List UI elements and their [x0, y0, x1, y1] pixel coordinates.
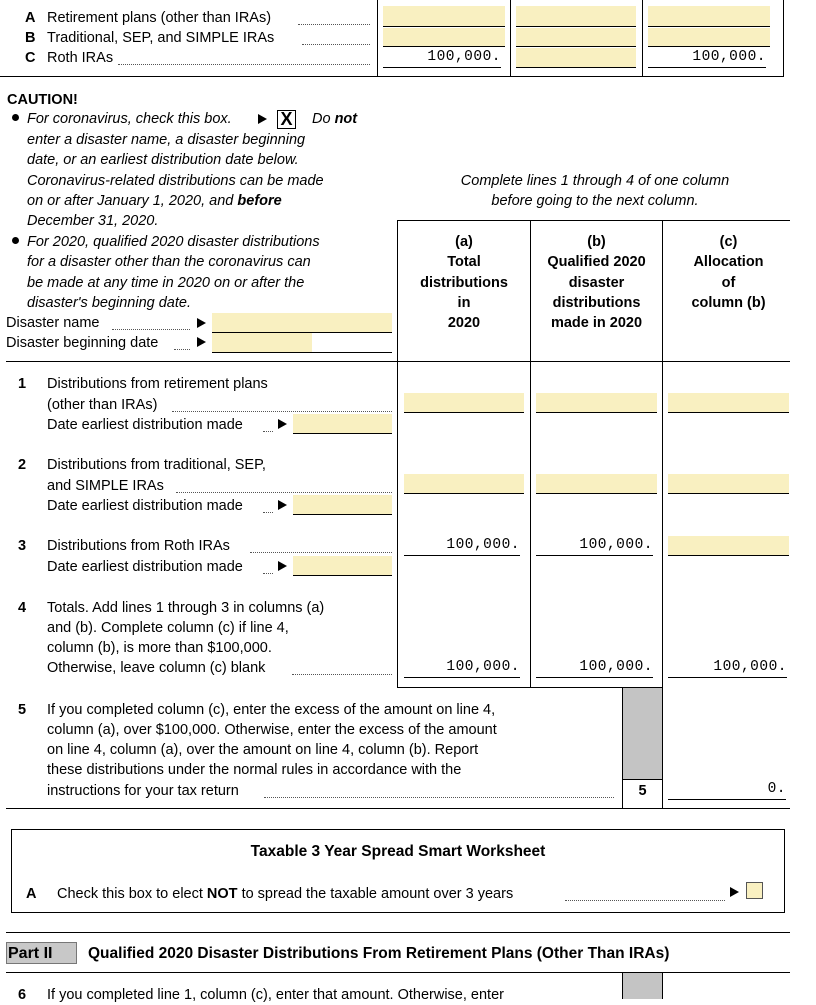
line-5-box-number: 5 [638, 783, 647, 799]
row-a-col-b-field[interactable] [516, 6, 636, 27]
line-2-col-c-field[interactable] [668, 474, 789, 494]
worksheet-title: Taxable 3 Year Spread Smart Worksheet [250, 843, 546, 860]
row-c-col-c-value[interactable]: 100,000. [648, 47, 766, 68]
line-5-text-1: If you completed column (c), enter the excess of the amount on line 4, [47, 702, 496, 718]
coronavirus-checkbox[interactable]: X [277, 110, 296, 129]
line-4-text-1: Totals. Add lines 1 through 3 in columns (a) [47, 600, 325, 616]
bullet2-line-4: disaster's beginning date. [27, 295, 191, 311]
line-3-col-b-value[interactable]: 100,000. [536, 535, 653, 556]
arrow-icon [197, 337, 206, 347]
line-4-number: 4 [18, 600, 27, 616]
disaster-name-input[interactable] [212, 313, 392, 333]
line-2-text-1: Distributions from traditional, SEP, [47, 457, 266, 473]
instructions-line-1: Complete lines 1 through 4 of one column [460, 173, 730, 189]
part-2-tag: Part II [6, 942, 77, 964]
row-c-letter: C [25, 50, 36, 66]
line-6-shaded-cell [623, 973, 662, 999]
line-1-col-b-field[interactable] [536, 393, 657, 413]
line-5-text-4: these distributions under the normal rules in accordance with the [47, 762, 462, 778]
caution-line-4: Coronavirus-related distributions can be made [27, 173, 324, 189]
line-3-col-a-value[interactable]: 100,000. [404, 535, 520, 556]
disaster-name-label: Disaster name [6, 315, 100, 331]
line-5-value[interactable]: 0. [668, 779, 786, 800]
line-3-col-c-field[interactable] [668, 536, 789, 556]
line-2-col-b-field[interactable] [536, 474, 657, 494]
no-spread-checkbox[interactable] [746, 882, 763, 899]
line-6-text: If you completed line 1, column (c), enter that amount. Otherwise, enter [47, 987, 504, 1003]
line-5-text-3: on line 4, column (a), over the amount on line 4, column (b). Report [47, 742, 479, 758]
line-2-number: 2 [18, 457, 27, 473]
line-4-text-3: column (b), is more than $100,000. [47, 640, 272, 656]
line-5-shaded-cell [623, 688, 662, 779]
line-4-col-c-value[interactable]: 100,000. [668, 657, 787, 678]
line-1-date-input[interactable] [293, 414, 392, 434]
bullet2-line-3: be made at any time in 2020 on or after the [27, 275, 305, 291]
col-c-header: (c) Allocation of column (b) [691, 234, 766, 311]
row-a-col-c-field[interactable] [648, 6, 770, 27]
do-not-text: Do not [312, 111, 358, 127]
line-2-date-input[interactable] [293, 495, 392, 515]
line-4-text-2: and (b). Complete column (c) if line 4, [47, 620, 289, 636]
line-3-number: 3 [18, 538, 27, 554]
line-2-text-2: and SIMPLE IRAs [47, 478, 164, 494]
row-c-col-a-value[interactable]: 100,000. [383, 47, 501, 68]
bullet2-line-1: For 2020, qualified 2020 disaster distributions [27, 234, 320, 250]
arrow-icon [197, 318, 206, 328]
row-b-col-c-field[interactable] [648, 28, 770, 47]
arrow-icon [278, 500, 287, 510]
row-b-col-a-field[interactable] [383, 28, 505, 47]
caution-line-5: on or after January 1, 2020, and before [27, 193, 282, 209]
line-3-text-1: Distributions from Roth IRAs [47, 538, 230, 554]
disaster-date-label: Disaster beginning date [6, 335, 159, 351]
caution-line-2: enter a disaster name, a disaster beginning [27, 132, 306, 148]
caution-line-3: date, or an earliest distribution date below. [27, 152, 299, 168]
row-a-col-a-field[interactable] [383, 6, 505, 27]
row-b-letter: B [25, 30, 36, 46]
line-4-col-a-value[interactable]: 100,000. [404, 657, 520, 678]
row-c-col-b-field[interactable] [516, 48, 636, 68]
line-2-col-a-field[interactable] [404, 474, 524, 494]
worksheet-text: Check this box to elect NOT to spread the taxable amount over 3 years [57, 886, 514, 902]
line-1-col-a-field[interactable] [404, 393, 524, 413]
line-1-number: 1 [18, 376, 27, 392]
caution-title: CAUTION! [7, 92, 78, 108]
line-1-text-1: Distributions from retirement plans [47, 376, 268, 392]
line-3-date-label: Date earliest distribution made [47, 559, 243, 575]
line-2-date-label: Date earliest distribution made [47, 498, 243, 514]
bullet2-line-2: for a disaster other than the coronavirus can [27, 254, 311, 270]
line-5-text-2: column (a), over $100,000. Otherwise, enter the excess of the amount [47, 722, 497, 738]
worksheet-letter: A [26, 886, 37, 902]
arrow-icon [278, 419, 287, 429]
arrow-icon [278, 561, 287, 571]
instructions-line-2: before going to the next column. [491, 193, 699, 209]
row-b-col-b-field[interactable] [516, 28, 636, 47]
arrow-icon [730, 887, 739, 897]
line-4-col-b-value[interactable]: 100,000. [536, 657, 653, 678]
line-1-date-label: Date earliest distribution made [47, 417, 243, 433]
line-4-text-4: Otherwise, leave column (c) blank [47, 660, 266, 676]
col-a-header: (a) Total distributions in 2020 [420, 234, 508, 332]
line-6-number: 6 [18, 987, 27, 1003]
arrow-icon [258, 114, 267, 124]
disaster-date-input[interactable] [212, 333, 312, 352]
line-5-text-5: instructions for your tax return [47, 783, 239, 799]
coronavirus-text: For coronavirus, check this box. [27, 111, 232, 127]
line-1-col-c-field[interactable] [668, 393, 789, 413]
line-1-text-2: (other than IRAs) [47, 397, 158, 413]
caution-line-6: December 31, 2020. [27, 213, 159, 229]
col-b-header: (b) Qualified 2020 disaster distributions made in 2020 [547, 234, 646, 332]
row-b-label: Traditional, SEP, and SIMPLE IRAs [47, 30, 275, 46]
row-a-label: Retirement plans (other than IRAs) [47, 10, 272, 26]
part-2-title: Qualified 2020 Disaster Distributions From Retirement Plans (Other Than IRAs) [88, 945, 670, 962]
row-a-letter: A [25, 10, 36, 26]
row-c-label: Roth IRAs [47, 50, 114, 66]
line-3-date-input[interactable] [293, 556, 392, 576]
line-5-number: 5 [18, 702, 27, 718]
